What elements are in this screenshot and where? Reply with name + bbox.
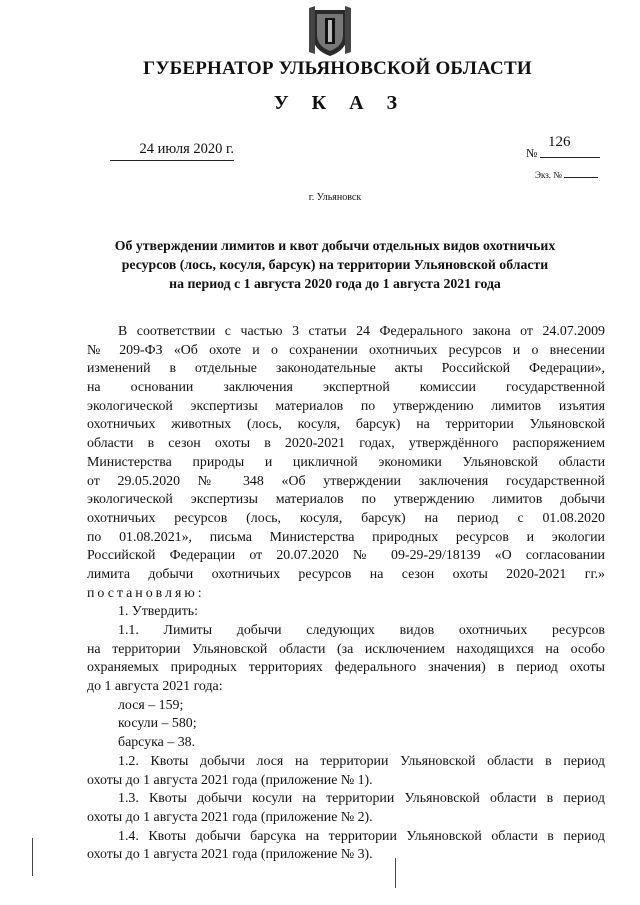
body-line: охраняемых природных территориях федерального значения) в период охоты <box>87 660 605 676</box>
copy-number <box>535 170 598 180</box>
number-sign: № <box>526 146 538 160</box>
body-line: охотничьих ресурсов (лось, косуля, барсук) на период с 01.08.2020 <box>87 510 605 526</box>
body-line: области в сезон охоты в 2020-2021 годах, утверждённого распоряжением <box>87 436 605 452</box>
body-line: охоты до 1 августа 2021 года (приложение № 1). <box>87 772 373 788</box>
scan-mark <box>32 838 33 876</box>
body-line: 1.1. Лимиты добычи следующих видов охотничьих ресурсов <box>118 623 605 638</box>
scan-mark <box>395 858 396 888</box>
body-line: лимита добычи охотничьих ресурсов на сезон охоты 2020-2021 гг.» <box>87 566 605 582</box>
body-line: на территории Ульяновской области (за исключением находящихся на особо <box>87 641 605 657</box>
document-date: 24 июля 2020 г. <box>110 141 234 161</box>
body-line: 1.4. Квоты добычи барсука на территории Ульяновской области в период <box>118 828 605 844</box>
body-line: косули – 580; <box>118 716 197 732</box>
city-line: г. Ульяновск <box>308 192 362 203</box>
copy-label: Экз. № <box>535 170 562 180</box>
body-line: 1. Утвердить: <box>118 604 198 620</box>
body-line: от 29.05.2020 № 348 «Об утверждении заключения государственной <box>87 473 605 489</box>
body-line: изменений в отдельные законодательные акты Российской Федерации», <box>87 361 605 377</box>
title-line: на период с 1 августа 2020 года до 1 августа 2021 года <box>169 276 501 291</box>
body-line-decree: постановляю: <box>87 585 205 601</box>
body-line: № 209-ФЗ «Об охоте и о сохранении охотничьих ресурсов и о внесении <box>87 342 605 358</box>
body-line: охоты до 1 августа 2021 года (приложение № 2). <box>87 809 373 825</box>
body-line: В соответствии с частью 3 статьи 24 Федерального закона от 24.07.2009 <box>118 324 605 339</box>
authority-heading: ГУБЕРНАТОР УЛЬЯНОВСКОЙ ОБЛАСТИ <box>143 58 532 79</box>
body-line: экологической экспертизы материалов по утверждению лимитов добычи <box>87 492 605 508</box>
title-line: ресурсов (лось, косуля, барсук) на территории Ульяновской области <box>121 257 549 272</box>
document-body <box>87 323 605 865</box>
body-line: 1.2. Квоты добычи лося на территории Ульяновской области в период <box>118 753 605 769</box>
body-line: лося – 159; <box>118 697 184 713</box>
coat-of-arms-icon <box>309 6 351 58</box>
body-line: Министерства природы и цикличной экономики Ульяновской области <box>87 454 605 470</box>
body-line: до 1 августа 2021 года: <box>87 679 223 695</box>
body-line: на основании заключения экспертной комиссии государственной <box>87 380 605 396</box>
document-title <box>100 236 570 293</box>
body-line: Российской Федерации от 20.07.2020 № 09-29-29/18139 «О согласовании <box>87 548 605 564</box>
body-line: 1.3. Квоты добычи косули на территории Ульяновской области в период <box>118 791 605 807</box>
title-line: Об утверждении лимитов и квот добычи отдельных видов охотничьих <box>114 238 556 253</box>
document-number: 126 <box>540 134 600 158</box>
body-line: охоты до 1 августа 2021 года (приложение № 3). <box>87 847 373 863</box>
body-line: барсука – 38. <box>118 735 196 751</box>
document-type: У К А З <box>273 92 407 114</box>
body-line: по 01.08.2021», письма Министерства природных ресурсов и экологии <box>87 529 605 545</box>
body-line: охотничьих животных (лось, косуля, барсук) на территории Ульяновской <box>87 417 605 433</box>
body-line: экологической экспертизы материалов по утверждению лимитов изъятия <box>87 398 605 414</box>
